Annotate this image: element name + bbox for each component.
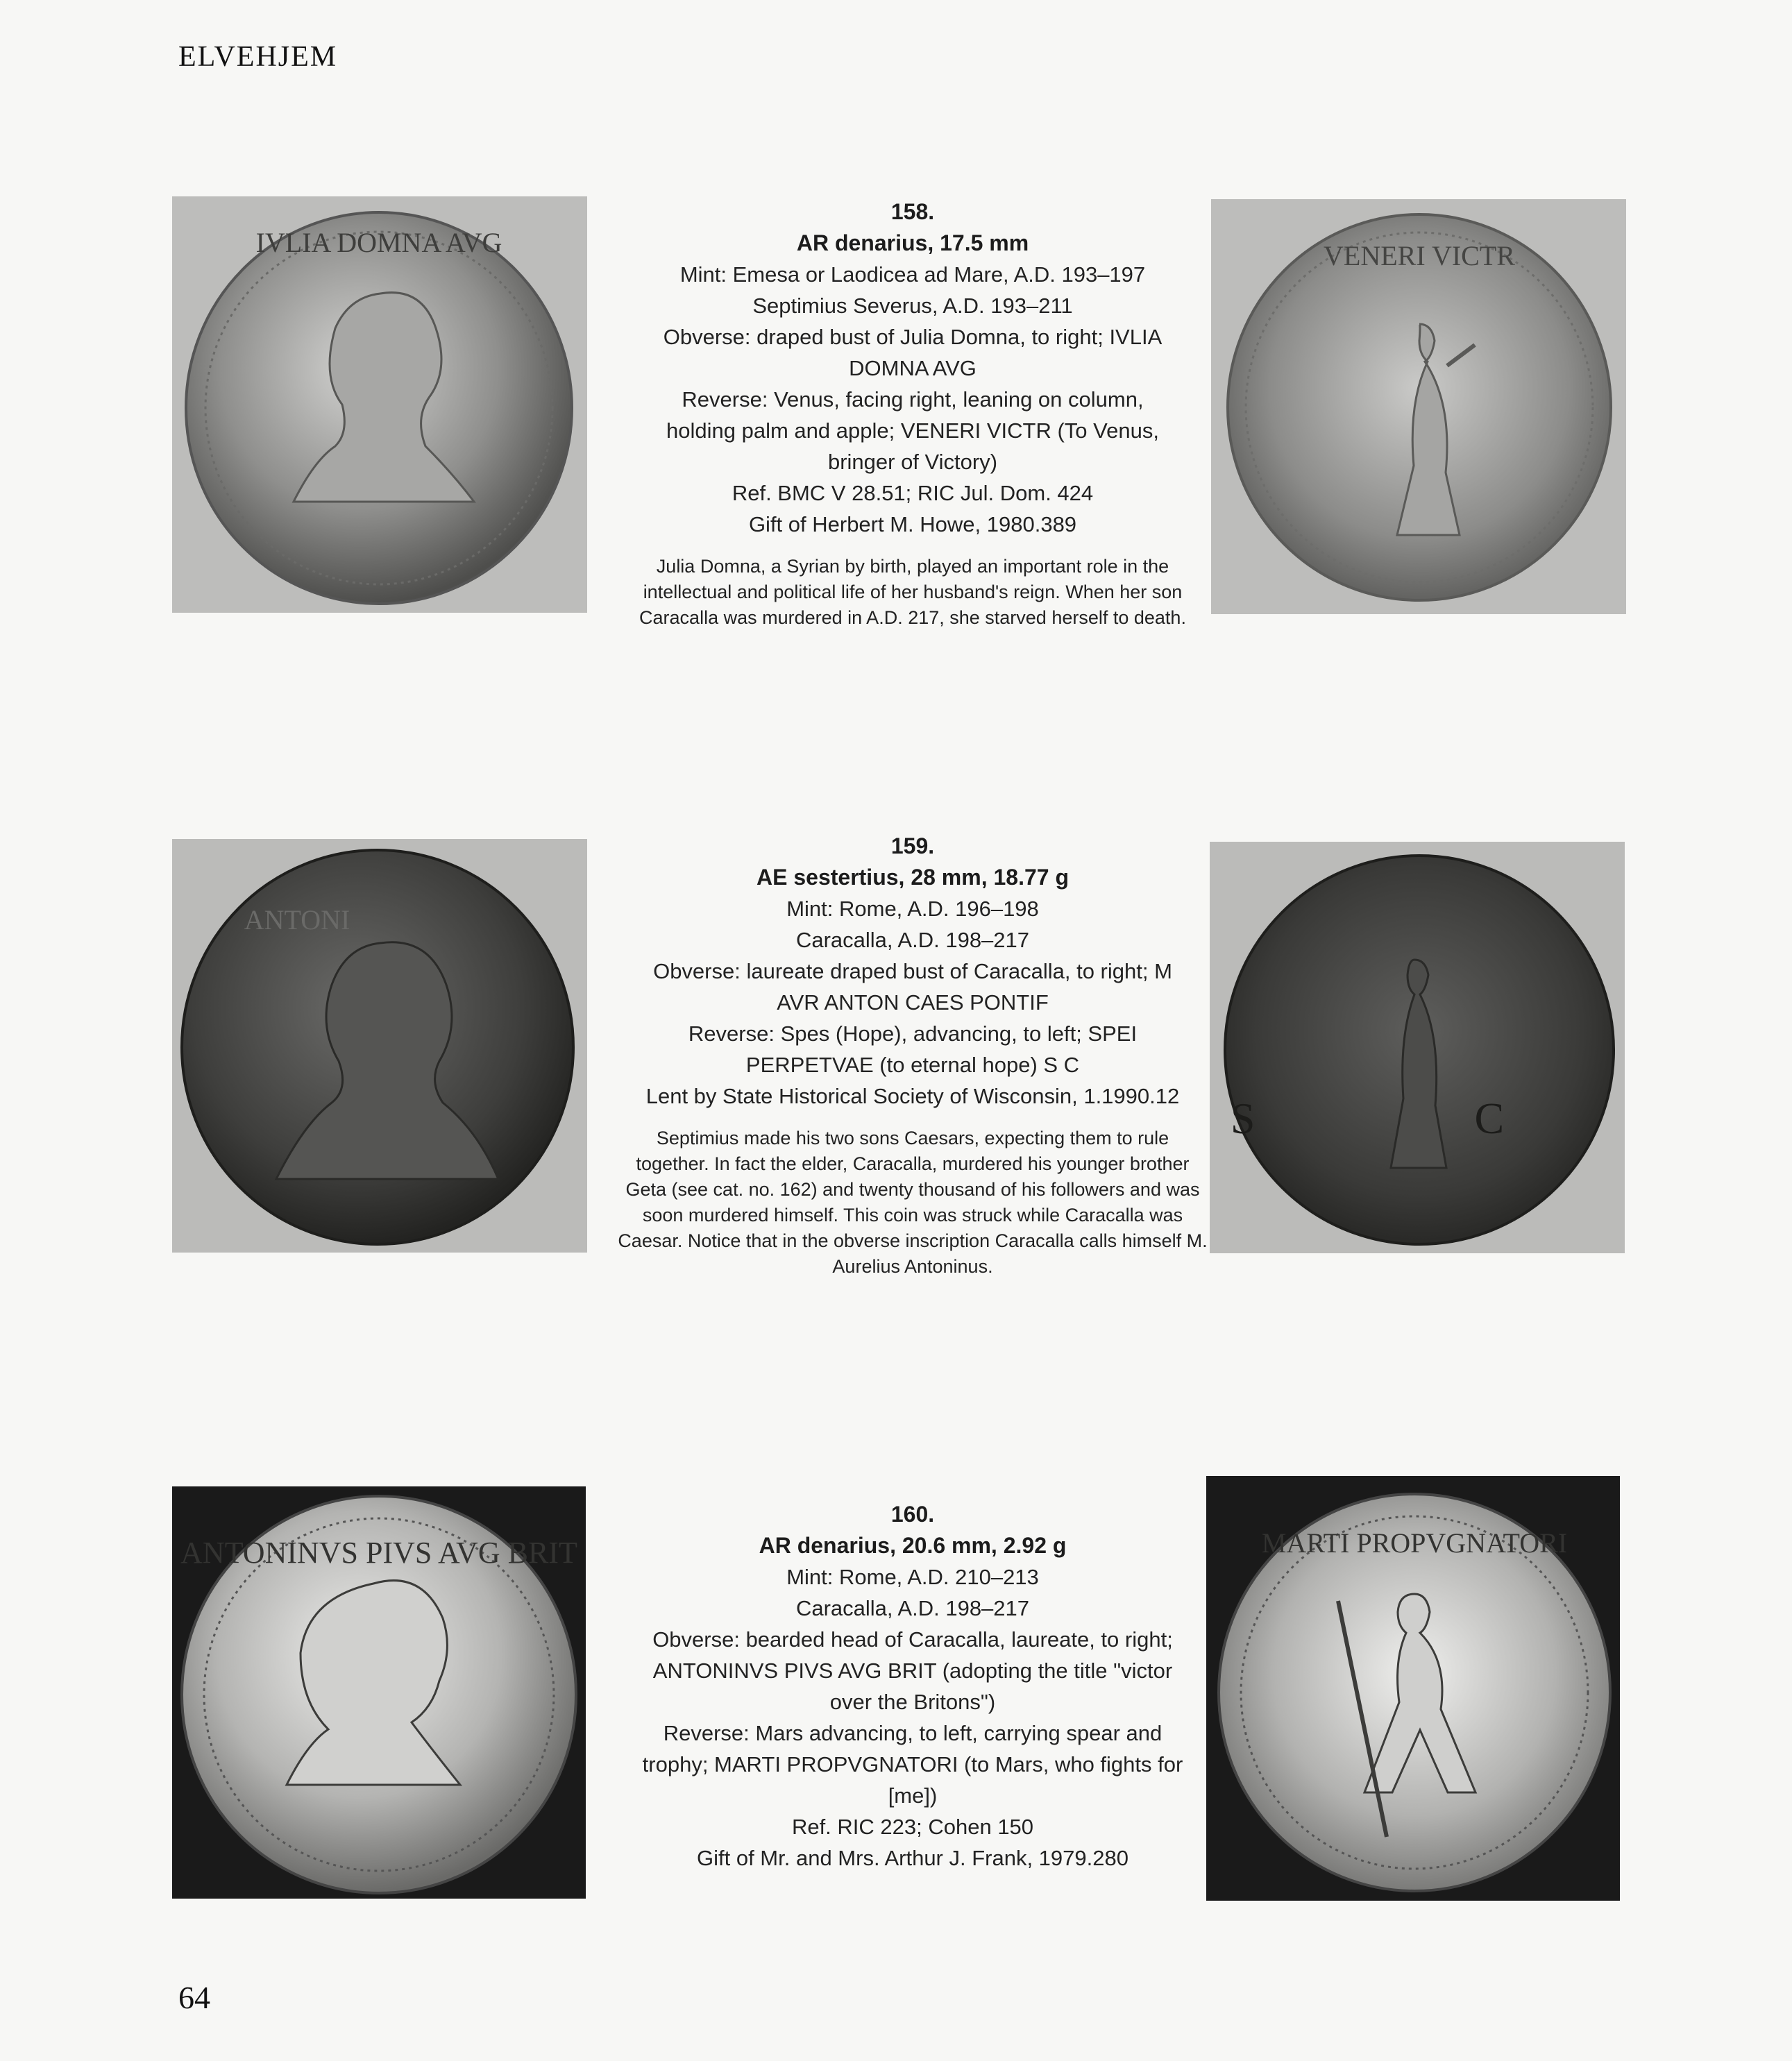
entry-line: Mint: Rome, A.D. 210–213 xyxy=(786,1565,1039,1589)
entry-line: bringer of Victory) xyxy=(827,450,998,474)
entry-line: Mint: Rome, A.D. 196–198 xyxy=(786,897,1039,921)
coin-158-obverse-legend: IVLIA DOMNA AVG xyxy=(255,227,502,258)
entry-line: PERPETVAE (to eternal hope) S C xyxy=(745,1053,1080,1077)
entry-line: Obverse: bearded head of Caracalla, laureate, to right; xyxy=(652,1627,1173,1652)
entry-line: AVR ANTON CAES PONTIF xyxy=(777,990,1049,1015)
catalog-entry-160 xyxy=(611,1499,1215,1874)
entry-line: Ref. RIC 223; Cohen 150 xyxy=(791,1815,1034,1839)
coin-158-reverse-legend: VENERI VICTR xyxy=(1324,240,1515,271)
coin-158-obverse-photo xyxy=(172,196,587,613)
entry-line: Septimius Severus, A.D. 193–211 xyxy=(752,294,1073,318)
coin-159-reverse-legend: S C xyxy=(1230,1094,1609,1143)
entry-line: Ref. BMC V 28.51; RIC Jul. Dom. 424 xyxy=(732,481,1094,505)
entry-note: Julia Domna, a Syrian by birth, played an important role in the intellectual and political life of her husband's reign. When her son Caracalla was murdered in A.D. 217, she starved herself to death. xyxy=(639,556,1186,628)
entry-line: Gift of Mr. and Mrs. Arthur J. Frank, 1979.280 xyxy=(697,1846,1129,1870)
entry-line: Caracalla, A.D. 198–217 xyxy=(795,928,1030,952)
entry-number: 160. xyxy=(890,1502,935,1527)
entry-title: AE sestertius, 28 mm, 18.77 g xyxy=(756,865,1069,890)
coin-160-reverse-legend: MARTI PROPVGNATORI xyxy=(1261,1527,1568,1559)
entry-line: holding palm and apple; VENERI VICTR (To Venus, xyxy=(666,418,1159,443)
catalog-entry-159 xyxy=(611,831,1215,1280)
coin-159-reverse-photo xyxy=(1210,842,1625,1253)
entry-number: 158. xyxy=(890,199,935,224)
entry-line: Reverse: Venus, facing right, leaning on column, xyxy=(682,387,1144,412)
coin-160-reverse-photo xyxy=(1206,1476,1620,1901)
entry-line: ANTONINVS PIVS AVG BRIT (adopting the title "victor xyxy=(652,1659,1173,1683)
coin-159-obverse-photo xyxy=(172,839,587,1253)
catalog-entry-158 xyxy=(611,196,1215,631)
page-number: 64 xyxy=(178,1980,210,2015)
entry-line: Gift of Herbert M. Howe, 1980.389 xyxy=(748,512,1077,536)
entry-line: Caracalla, A.D. 198–217 xyxy=(795,1596,1030,1620)
coin-158-reverse-photo xyxy=(1211,199,1626,614)
running-header: ELVEHJEM xyxy=(178,41,338,73)
entry-line: Reverse: Mars advancing, to left, carrying spear and xyxy=(663,1721,1163,1745)
entry-title: AR denarius, 20.6 mm, 2.92 g xyxy=(759,1533,1067,1558)
entry-line: Lent by State Historical Society of Wisconsin, 1.1990.12 xyxy=(645,1084,1180,1108)
entry-line: Reverse: Spes (Hope), advancing, to left; SPEI xyxy=(688,1021,1138,1046)
coin-160-obverse-legend: ANTONINVS PIVS AVG BRIT xyxy=(180,1536,577,1570)
entry-line: trophy; MARTI PROPVGNATORI (to Mars, who fights for xyxy=(642,1752,1183,1776)
coin-159-obverse-legend: ANTONI xyxy=(244,904,350,935)
entry-number: 159. xyxy=(890,833,935,858)
coin-160-obverse-photo xyxy=(172,1486,586,1899)
entry-line: over the Britons") xyxy=(829,1690,996,1714)
entry-line: Mint: Emesa or Laodicea ad Mare, A.D. 193–197 xyxy=(679,262,1146,287)
entry-title: AR denarius, 17.5 mm xyxy=(796,230,1029,255)
entry-line: DOMNA AVG xyxy=(849,356,977,380)
entry-note: Septimius made his two sons Caesars, expecting them to rule together. In fact the elder, Caracalla, murdered his younger brother Geta (see cat. no. 162) and twenty thousand of his followers and was soon murdered himself. This coin was struck while Caracalla was Caesar. Notice that in the obverse inscription Caracalla calls himself M. Aurelius Antoninus. xyxy=(618,1128,1208,1277)
entry-line: Obverse: laureate draped bust of Caracalla, to right; M xyxy=(653,959,1172,983)
entry-line: [me]) xyxy=(888,1783,938,1808)
entry-line: Obverse: draped bust of Julia Domna, to right; IVLIA xyxy=(663,325,1163,349)
